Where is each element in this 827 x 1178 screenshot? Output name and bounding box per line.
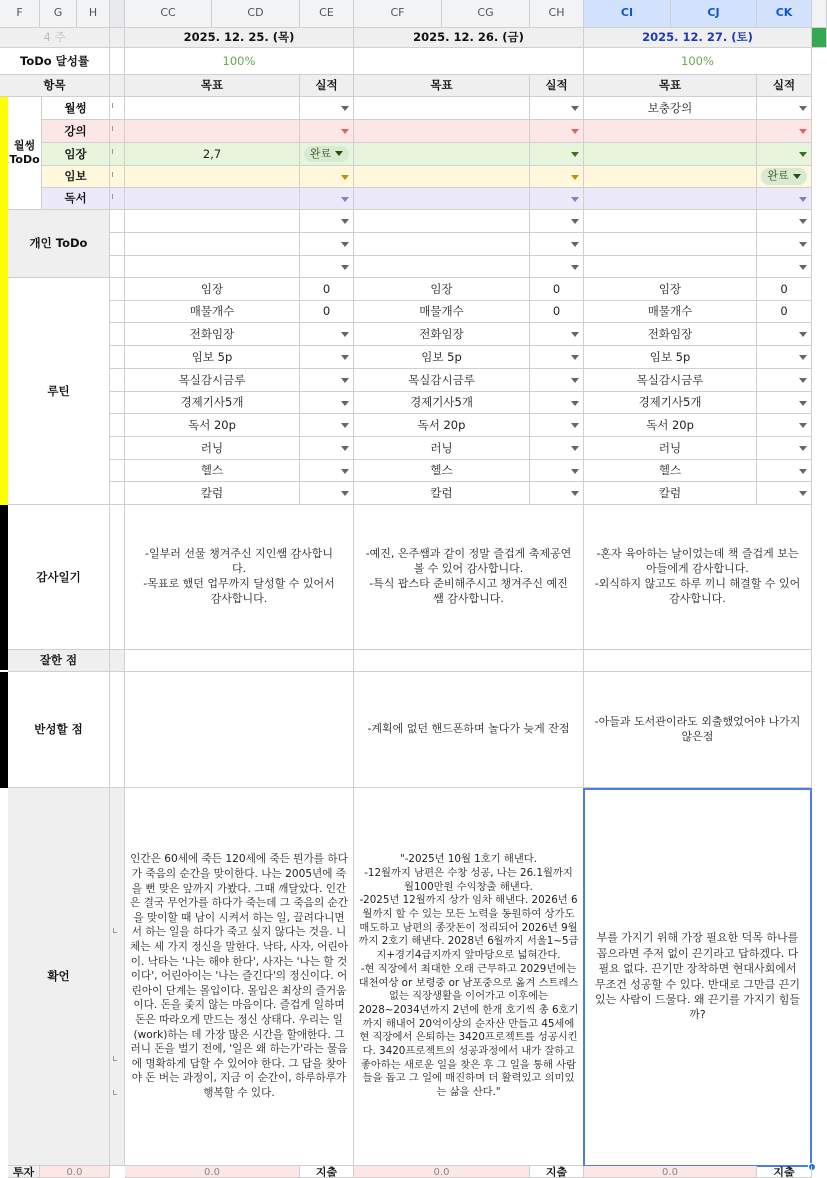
routine-result-dropdown[interactable] [757,323,812,346]
frozen-gap [110,75,125,97]
chevron-down-icon[interactable] [571,401,579,406]
gratitude-label: 감사일기 [8,505,110,650]
routine-goal[interactable]: 매물개수 [584,301,757,323]
result-header-3: 실적 [757,75,812,97]
frozen-gap [110,414,125,437]
affirm-label: 확언 [8,788,110,1166]
frozen-gap [110,788,125,1166]
weekly-result-dropdown[interactable] [300,166,354,188]
chevron-down-icon[interactable] [341,332,349,337]
chevron-down-icon[interactable] [341,423,349,428]
routine-goal[interactable]: 임보 5p [354,346,530,369]
chevron-down-icon[interactable] [341,401,349,406]
chevron-down-icon[interactable] [341,175,349,180]
frozen-gap [110,460,125,482]
chevron-down-icon[interactable] [341,355,349,360]
weekly-result-dropdown[interactable] [757,166,812,188]
col-header-cf[interactable]: CF [354,0,442,28]
result-header-1: 실적 [300,75,354,97]
frozen-gap [110,505,125,650]
routine-result-dropdown[interactable] [530,437,584,460]
frozen-gap [110,672,125,788]
weekly-goal-cell[interactable] [584,120,757,143]
chevron-down-icon[interactable] [799,401,807,406]
investment-value-0[interactable]: 0.0 [40,1166,110,1178]
personal-todo-result[interactable] [757,210,812,233]
personal-todo-goal[interactable] [354,210,530,233]
chevron-down-icon[interactable] [341,129,349,134]
routine-goal[interactable]: 전화임장 [354,323,530,346]
frozen-divider [110,0,125,28]
chevron-down-icon[interactable] [799,242,807,247]
personal-todo-goal[interactable] [125,210,300,233]
frozen-gap [110,120,125,143]
week-label: 4 주 [0,28,110,48]
weekly-result-dropdown[interactable] [757,120,812,143]
routine-goal[interactable]: 전화임장 [125,323,300,346]
chevron-down-icon[interactable] [799,219,807,224]
chevron-down-icon[interactable] [799,129,807,134]
weekly-result-dropdown[interactable] [530,143,584,166]
chevron-down-icon[interactable] [341,378,349,383]
weekly-result-dropdown[interactable] [757,143,812,166]
routine-result-value[interactable]: 0 [757,278,812,301]
goal-header-3: 목표 [584,75,757,97]
weekly-item-1: 월썽 [42,97,110,120]
note-mark [113,1056,117,1061]
routine-goal[interactable]: 매물개수 [354,301,530,323]
chevron-down-icon[interactable] [799,152,807,157]
frozen-gap [110,48,125,75]
personal-todo-goal[interactable] [584,256,757,278]
frozen-gap [110,256,125,278]
weekly-goal-cell[interactable] [584,166,757,188]
routine-goal[interactable]: 칼럼 [584,482,757,505]
frozen-gap [110,278,125,301]
weekly-goal-cell[interactable]: 보충강의 [584,97,757,120]
routine-result-dropdown[interactable] [757,346,812,369]
col-header-cd[interactable]: CD [212,0,300,28]
chevron-down-icon[interactable] [799,378,807,383]
weekly-goal-cell[interactable] [354,120,530,143]
personal-todo-result[interactable] [300,256,354,278]
routine-goal[interactable]: 임장 [584,278,757,301]
weekly-result-dropdown[interactable] [300,97,354,120]
weekly-result-dropdown[interactable] [300,120,354,143]
chevron-down-icon[interactable] [799,491,807,496]
reflect-label: 반성할 점 [8,672,110,788]
weekly-goal-cell[interactable] [584,143,757,166]
reflect-entry-2[interactable]: -계획에 없던 핸드폰하며 놀다가 늦게 잔점 [354,672,584,788]
chevron-down-icon[interactable] [341,446,349,451]
chevron-down-icon[interactable] [341,491,349,496]
weekly-todo-group-label: 월썽 ToDo [8,97,42,210]
routine-result-dropdown[interactable] [530,482,584,505]
col-header-ck[interactable]: CK [757,0,812,28]
weekly-goal-cell[interactable] [584,188,757,210]
chevron-down-icon[interactable] [341,219,349,224]
personal-todo-result[interactable] [530,233,584,256]
routine-goal[interactable]: 매물개수 [125,301,300,323]
weekly-result-dropdown[interactable] [530,97,584,120]
investment-value-3[interactable]: 0.0 [584,1166,757,1178]
weekly-result-dropdown[interactable] [757,97,812,120]
chevron-down-icon[interactable] [799,355,807,360]
chevron-down-icon[interactable] [571,355,579,360]
chevron-down-icon[interactable] [341,469,349,474]
weekly-goal-cell[interactable] [125,120,300,143]
personal-todo-goal[interactable] [354,233,530,256]
routine-goal[interactable]: 임보 5p [125,346,300,369]
weekly-goal-cell[interactable] [354,143,530,166]
frozen-gap [110,323,125,346]
routine-result-dropdown[interactable] [757,392,812,414]
affirm-entry-3[interactable]: 부를 가지기 위해 가장 필요한 덕목 하나를 꼽으라면 주저 없이 끈기라고 답하겠다. 다 필요 없다. 끈기만 장착하면 현대사회에서 무조건 성공할 수 있다. 반대로 그만큼 끈기 있는 사람이 드물다. 왜 끈기를 가지기 힘들까? [584,788,812,1166]
personal-todo-goal[interactable] [125,233,300,256]
routine-goal[interactable]: 경제기사5개 [354,392,530,414]
investment-label: 투자 [8,1166,40,1178]
col-header-cl[interactable] [812,0,827,28]
done-chip-label: 완료 [309,146,332,160]
black-fill-strip [0,672,8,788]
chevron-down-icon[interactable] [571,175,579,180]
routine-goal[interactable]: 러닝 [125,437,300,460]
todo-rate-3[interactable]: 100% [584,48,812,75]
chevron-down-icon[interactable] [341,197,349,202]
expense-tag-2: 지출 [530,1166,584,1178]
well-done-entry-2[interactable] [354,650,584,672]
frozen-gap [110,143,125,166]
routine-goal[interactable]: 전화임장 [584,323,757,346]
date-header-1[interactable]: 2025. 12. 25. (목) [125,28,354,48]
gratitude-entry-2[interactable]: -예진, 은주쌤과 같이 정말 즐겁게 축제공연 볼 수 있어 감사합니다. -특식 팝스타 준비해주시고 챙겨주신 예진쌤 감사합니다. [354,505,584,650]
routine-goal[interactable]: 헬스 [125,460,300,482]
done-chip[interactable] [761,168,806,184]
routine-result-dropdown[interactable] [757,482,812,505]
routine-result-dropdown[interactable] [300,346,354,369]
routine-goal[interactable]: 경제기사5개 [584,392,757,414]
col-header-ci[interactable]: CI [584,0,671,28]
personal-todo-goal[interactable] [584,233,757,256]
routine-result-dropdown[interactable] [530,323,584,346]
col-header-ce[interactable]: CE [300,0,354,28]
routine-goal[interactable]: 헬스 [584,460,757,482]
reflect-entry-3[interactable]: -아들과 도서관이라도 외출했었어야 나가지 않은점 [584,672,812,788]
affirm-entry-1[interactable]: 인간은 60세에 죽든 120세에 죽든 뭔가를 하다가 죽음의 순간을 맞이한다. 나는 2005년에 죽을 뻔 맞은 앞까지 가봤다. 그때 깨달았다. 인간은 결국 무언가를 하다가 죽는데 그 죽음의 순간을 맞이할 때 남이 시켜서 하는 일, 끌려다니면서 하는 일을 하다가 죽고 싶지 않다는 것을. 니체는 세 가지 정신을 말한다. 낙타, 사자, 어린아이. 낙타는 '나는 해야 한다', 사자는 '나는 할 것이다', 어린아이는 '나는 즐긴다'의 정신이다. 어린아이 단계는 몰입이다. 몰입은 최상의 즐거움이다. 돈을 좇지 않는 마음이다. 즐겁게 일하며 돈은 따라오게 만드는 정신 상태다. 우리는 일(work)하는 데 가장 많은 시간을 할애한다. 그러니 돈을 벌기 전에, '일은 왜 하는가'라는 물음에 명확하게 답할 수 있어야 한다. 그 답을 찾아야 돈 버는 과정이, 지금 이 순간이, 하루하루가 행복할 수 있다. [125,788,354,1166]
reflect-entry-1[interactable] [125,672,354,788]
goal-header-1: 목표 [125,75,300,97]
personal-todo-result[interactable] [300,210,354,233]
chevron-down-icon[interactable] [571,219,579,224]
personal-todo-result[interactable] [300,233,354,256]
weekly-goal-cell[interactable] [125,188,300,210]
chevron-down-icon[interactable] [571,197,579,202]
routine-result-dropdown[interactable] [757,369,812,392]
affirm-entry-2[interactable]: "-2025년 10월 1호기 해낸다. -12월까지 남편은 수창 성공, 나는 26.1월까지 월100만원 수익창출 해낸다. -2025년 12월까지 상가 임차 해낸다. 2026년 6월까지 할 수 있는 모든 노력을 동원하여 상가도 매도하고 남편의 종잣돈이 정리되어 2026년 9월까지 2호기 해낸다. 2028년 6월까지 서울1~5급지+경기4급지까지 앞마당으로 넓혀간다. -현 직장에서 최대한 오래 근무하고 2029년에는 대천여상 or 보령중 or 남포중으로 옮겨 스트레스없는 직장생활을 이어가고 이후에는 2028~2034년까지 2년에 한개 호기씩 총 6호기까지 해내어 20억이상의 순자산 만들고 45세에 현 직장에서 은퇴하는 3420프로젝트를 성공시킨다. 3420프로젝트의 성공과정에서 내가 잘하고 좋아하는 새로운 일을 찾은 후 그 일을 통해 사람들을 돕고 그 일에 매진하며 더 활력있고 의미있는 삶을 산다." [354,788,584,1166]
well-done-entry-1[interactable] [125,650,354,672]
weekly-result-dropdown[interactable] [300,188,354,210]
todo-rate-2[interactable] [354,48,584,75]
weekly-goal-cell[interactable] [354,166,530,188]
well-done-label: 잘한 점 [8,650,110,672]
routine-result-dropdown[interactable] [757,437,812,460]
personal-todo-result[interactable] [757,256,812,278]
todo-rate-label: ToDo 달성률 [0,48,110,75]
col-header-ch[interactable]: CH [530,0,584,28]
routine-result-dropdown[interactable] [757,460,812,482]
weekly-result-dropdown[interactable] [530,188,584,210]
routine-result-value[interactable]: 0 [300,301,354,323]
done-chip-label: 완료 [767,169,789,183]
yellow-fill-strip [0,97,8,505]
personal-todo-goal[interactable] [584,210,757,233]
routine-goal[interactable]: 독서 20p [125,414,300,437]
expense-tag-3: 지출 [757,1166,812,1178]
routine-result-dropdown[interactable] [530,414,584,437]
frozen-gap [110,233,125,256]
chevron-down-icon[interactable] [571,106,579,111]
routine-result-value[interactable]: 0 [530,278,584,301]
col-header-cj[interactable]: CJ [671,0,757,28]
routine-result-value[interactable]: 0 [300,278,354,301]
expense-tag-1: 지출 [300,1166,354,1178]
routine-result-dropdown[interactable] [530,369,584,392]
routine-goal[interactable]: 러닝 [354,437,530,460]
chevron-down-icon[interactable] [799,106,807,111]
personal-todo-result[interactable] [530,256,584,278]
date-header-3[interactable]: 2025. 12. 27. (토) [584,28,812,48]
chevron-down-icon[interactable] [571,378,579,383]
chevron-down-icon[interactable] [571,242,579,247]
col-header-h[interactable]: H [77,0,110,28]
chevron-down-icon[interactable] [341,242,349,247]
weekly-result-dropdown[interactable] [300,143,354,166]
frozen-gap [110,650,125,672]
routine-result-dropdown[interactable] [300,392,354,414]
note-mark [113,928,117,933]
chevron-down-icon[interactable] [571,491,579,496]
gratitude-entry-3[interactable]: -혼자 육아하는 날이었는데 책 즐겁게 보는 아들에게 감사합니다. -외식하지 않고도 하루 끼니 해결할 수 있어 감사합니다. [584,505,812,650]
frozen-gap [110,346,125,369]
routine-goal[interactable]: 칼럼 [354,482,530,505]
frozen-gap [110,301,125,323]
personal-todo-goal[interactable] [125,256,300,278]
row-marker [112,103,115,108]
chevron-down-icon[interactable] [799,446,807,451]
frozen-gap [110,482,125,505]
col-header-cg[interactable]: CG [442,0,530,28]
weekly-result-dropdown[interactable] [530,120,584,143]
routine-goal[interactable]: 목실감시금루 [125,369,300,392]
weekly-goal-cell[interactable]: 2,7 [125,143,300,166]
routine-goal[interactable]: 목실감시금루 [354,369,530,392]
routine-result-dropdown[interactable] [300,437,354,460]
routine-goal[interactable]: 경제기사5개 [125,392,300,414]
frozen-gap [110,28,125,48]
routine-result-dropdown[interactable] [530,392,584,414]
weekly-goal-cell[interactable] [125,97,300,120]
chevron-down-icon[interactable] [799,332,807,337]
green-flag [812,28,827,48]
chevron-down-icon[interactable] [571,129,579,134]
row-marker [112,149,115,154]
weekly-result-dropdown[interactable] [530,166,584,188]
weekly-item-4: 임보 [42,166,110,188]
routine-goal[interactable]: 임장 [125,278,300,301]
frozen-gap [110,210,125,233]
frozen-gap [110,188,125,210]
item-header: 항목 [0,75,110,97]
personal-todo-label: 개인 ToDo [8,210,110,278]
chevron-down-icon[interactable] [571,446,579,451]
chevron-down-icon[interactable] [799,265,807,270]
result-header-2: 실적 [530,75,584,97]
routine-goal[interactable]: 임장 [354,278,530,301]
routine-result-dropdown[interactable] [757,414,812,437]
well-done-entry-3[interactable] [584,650,812,672]
chevron-down-icon[interactable] [571,265,579,270]
col-header-cc[interactable]: CC [125,0,212,28]
done-chip[interactable] [304,146,349,162]
gratitude-entry-1[interactable]: -일부러 선물 챙겨주신 지인쌤 감사합니다. -목표로 했던 업무까지 달성할 수 있어서 감사합니다. [125,505,354,650]
weekly-item-2: 강의 [42,120,110,143]
routine-result-dropdown[interactable] [300,414,354,437]
frozen-gap [110,392,125,414]
routine-result-value[interactable]: 0 [757,301,812,323]
routine-result-dropdown[interactable] [530,346,584,369]
routine-result-dropdown[interactable] [300,369,354,392]
chevron-down-icon[interactable] [571,469,579,474]
routine-goal[interactable]: 헬스 [354,460,530,482]
row-marker [112,194,115,199]
investment-value-2[interactable]: 0.0 [354,1166,530,1178]
date-header-2[interactable]: 2025. 12. 26. (금) [354,28,584,48]
routine-goal[interactable]: 목실감시금루 [584,369,757,392]
col-header-f[interactable]: F [0,0,40,28]
personal-todo-result[interactable] [757,233,812,256]
investment-value-1[interactable]: 0.0 [125,1166,300,1178]
weekly-item-3: 임장 [42,143,110,166]
black-fill-strip [0,505,8,670]
frozen-gap [110,437,125,460]
weekly-goal-cell[interactable] [354,188,530,210]
routine-result-dropdown[interactable] [530,460,584,482]
goal-header-2: 목표 [354,75,530,97]
routine-result-dropdown[interactable] [300,323,354,346]
col-header-g[interactable]: G [40,0,77,28]
frozen-gap [110,97,125,120]
routine-result-dropdown[interactable] [300,482,354,505]
routine-result-value[interactable]: 0 [530,301,584,323]
weekly-goal-cell[interactable] [125,166,300,188]
routine-goal[interactable]: 러닝 [584,437,757,460]
chevron-down-icon[interactable] [799,197,807,202]
chevron-down-icon[interactable] [571,423,579,428]
weekly-item-5: 독서 [42,188,110,210]
routine-goal[interactable]: 독서 20p [354,414,530,437]
row-marker [112,126,115,131]
chevron-down-icon [335,151,343,156]
weekly-result-dropdown[interactable] [757,188,812,210]
routine-result-dropdown[interactable] [300,460,354,482]
chevron-down-icon[interactable] [799,469,807,474]
weekly-goal-cell[interactable] [354,97,530,120]
chevron-down-icon[interactable] [799,423,807,428]
chevron-down-icon[interactable] [341,106,349,111]
todo-rate-1[interactable]: 100% [125,48,354,75]
chevron-down-icon [793,174,801,179]
routine-goal[interactable]: 임보 5p [584,346,757,369]
personal-todo-goal[interactable] [354,256,530,278]
routine-label: 루틴 [8,278,110,505]
note-mark [113,1090,117,1095]
row-marker [112,172,115,177]
frozen-gap [110,369,125,392]
routine-goal[interactable]: 독서 20p [584,414,757,437]
chevron-down-icon[interactable] [341,265,349,270]
chevron-down-icon[interactable] [571,152,579,157]
frozen-gap [110,166,125,188]
routine-goal[interactable]: 칼럼 [125,482,300,505]
chevron-down-icon[interactable] [571,332,579,337]
personal-todo-result[interactable] [530,210,584,233]
